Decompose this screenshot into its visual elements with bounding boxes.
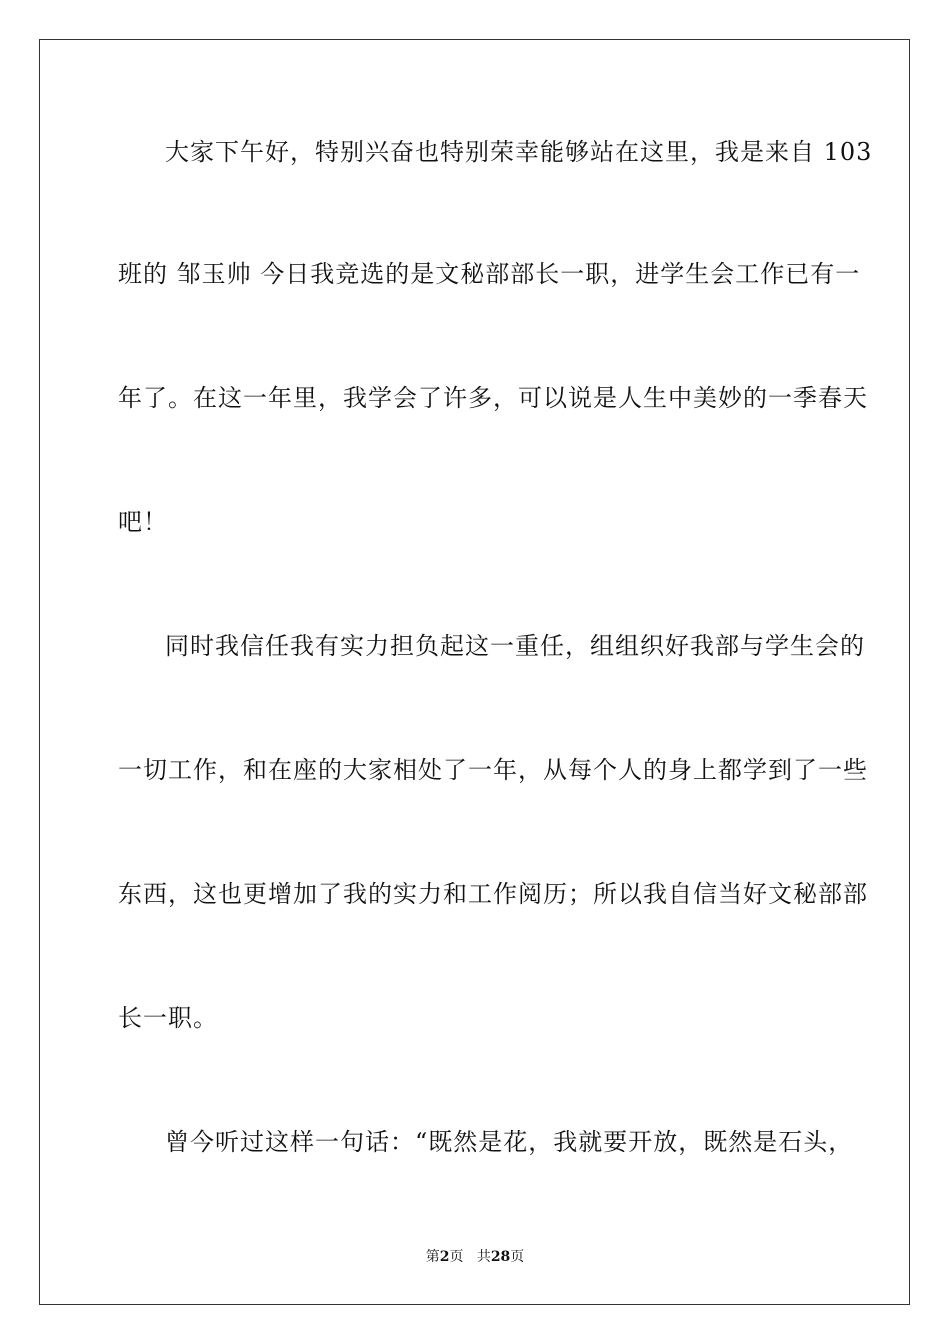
body-line-7: 东西，这也更增加了我的实力和工作阅历；所以我自信当好文秘部部 bbox=[118, 880, 868, 908]
footer-page-prefix: 第 bbox=[425, 1249, 440, 1265]
footer-total-pages: 28 bbox=[490, 1249, 511, 1265]
footer-page-number: 2 bbox=[439, 1249, 450, 1265]
body-line-3: 年了。在这一年里，我学会了许多，可以说是人生中美妙的一季春天 bbox=[118, 384, 868, 412]
footer-total-prefix: 共 bbox=[476, 1249, 491, 1265]
body-line-1: 大家下午好，特别兴奋也特别荣幸能够站在这里，我是来自 103 bbox=[165, 138, 873, 166]
body-line-8: 长一职。 bbox=[118, 1004, 218, 1032]
body-line-4: 吧！ bbox=[118, 508, 168, 536]
footer-page-suffix: 页 bbox=[449, 1249, 464, 1265]
body-line-6: 一切工作，和在座的大家相处了一年，从每个人的身上都学到了一些 bbox=[118, 756, 868, 784]
page-footer bbox=[0, 1248, 950, 1266]
body-line-5: 同时我信任我有实力担负起这一重任，组组织好我部与学生会的 bbox=[165, 632, 865, 660]
page-frame bbox=[39, 39, 910, 1305]
footer-total-suffix: 页 bbox=[510, 1249, 525, 1265]
body-line-9: 曾今听过这样一句话：“既然是花，我就要开放，既然是石头， bbox=[165, 1128, 854, 1156]
body-line-2: 班的 邹玉帅 今日我竞选的是文秘部部长一职，进学生会工作已有一 bbox=[118, 260, 861, 288]
